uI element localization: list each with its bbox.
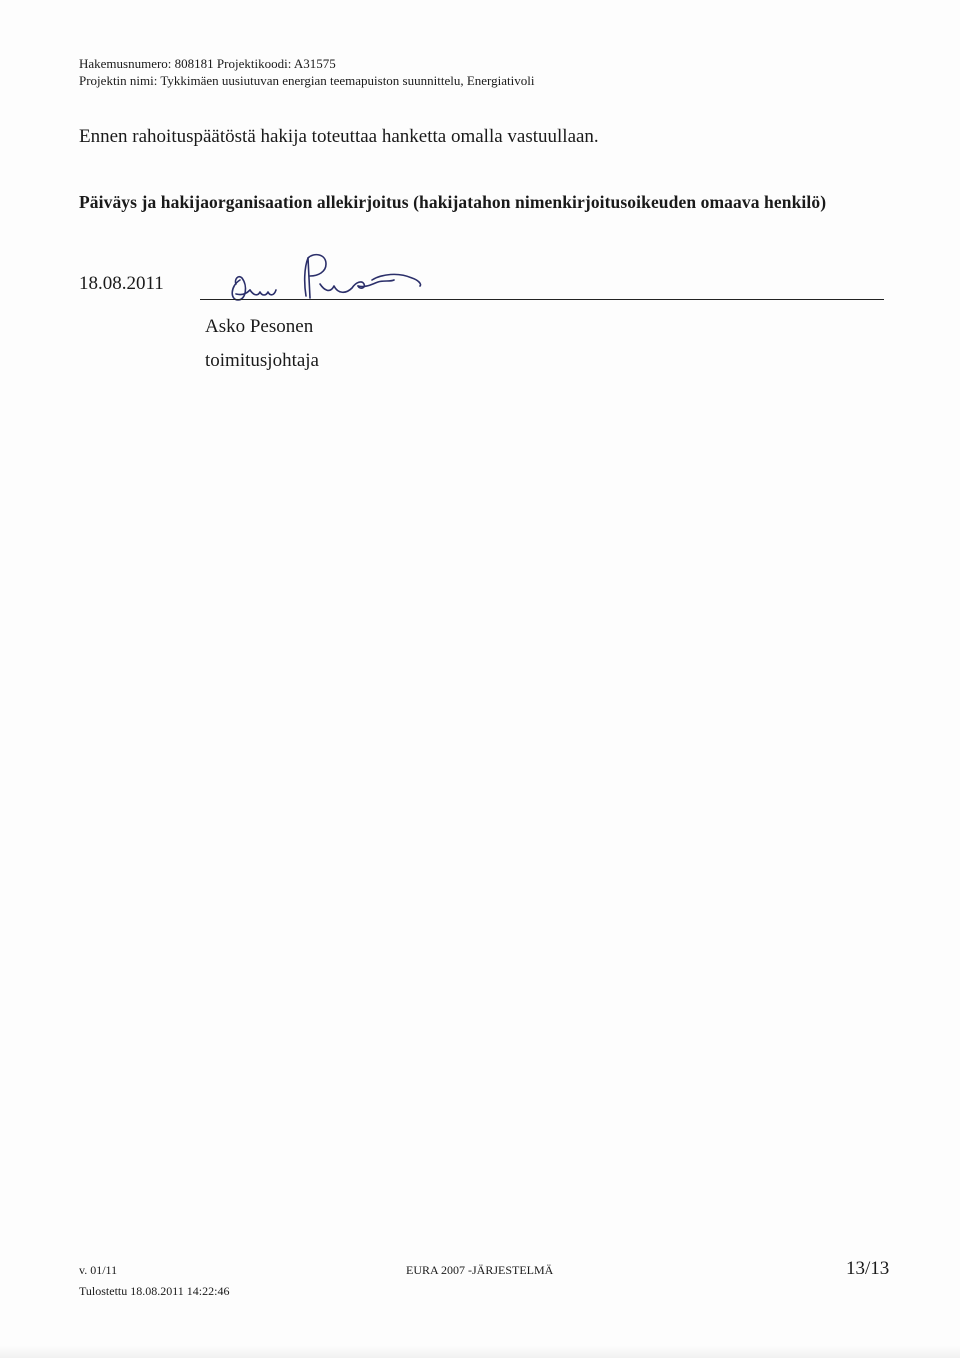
signer-title: toimitusjohtaja bbox=[205, 350, 319, 371]
signature-heading: Päiväys ja hakijaorganisaation allekirjoitus (hakijatahon nimenkirjoitusoikeuden omaava henkilö) bbox=[79, 192, 827, 212]
footer-system-name: EURA 2007 -JÄRJESTELMÄ bbox=[406, 1263, 554, 1277]
footer-printed-timestamp: Tulostettu 18.08.2011 14:22:46 bbox=[79, 1284, 230, 1298]
signature-date: 18.08.2011 bbox=[79, 273, 164, 294]
footer-version: v. 01/11 bbox=[79, 1263, 118, 1277]
funding-notice: Ennen rahoituspäätöstä hakija toteuttaa hanketta omalla vastuullaan. bbox=[79, 126, 599, 147]
signature-line bbox=[200, 299, 884, 300]
scan-edge bbox=[0, 1346, 960, 1358]
project-name-line: Projektin nimi: Tykkimäen uusiutuvan energian teemapuiston suunnittelu, Energiativoli bbox=[79, 73, 535, 88]
signer-name: Asko Pesonen bbox=[205, 316, 314, 337]
handwritten-signature bbox=[222, 250, 442, 310]
application-number-line: Hakemusnumero: 808181 Projektikoodi: A31575 bbox=[79, 56, 336, 71]
page-number: 13/13 bbox=[846, 1258, 890, 1279]
